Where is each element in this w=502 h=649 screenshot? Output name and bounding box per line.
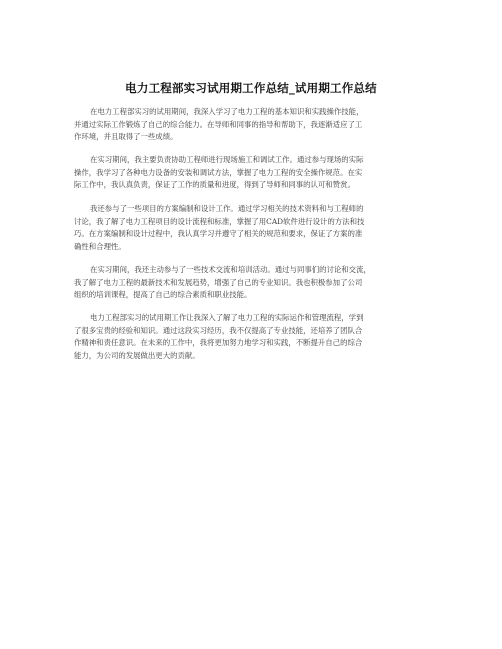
paragraph-line: 作精神和责任意识。在未来的工作中，我将更加努力地学习和实践，不断提升自己的综合	[74, 338, 363, 348]
paragraph-line: 我还参与了一些项目的方案编制和设计工作。通过学习相关的技术资料和与工程师的	[90, 204, 364, 213]
paragraph-line: 组织的培训课程，提高了自己的综合素质和职业技能。	[74, 290, 252, 300]
paragraph-line: 在实习期间，我还主动参与了一些技术交流和培训活动。通过与同事们的讨论和交流，	[90, 265, 371, 274]
paragraph-line: 操作，我学习了各种电力设备的安装和调试方法，掌握了电力工程的安全操作规范。在实	[74, 167, 363, 177]
paragraph-line: 作环境，并且取得了一些成绩。	[74, 132, 178, 142]
paragraph-line: 讨论，我了解了电力工程项目的设计流程和标准，掌握了用CAD软件进行设计的方法和技	[74, 216, 365, 226]
paragraph-line: 电力工程部实习的试用期工作让我深入了解了电力工程的实际运作和管理流程，学到	[90, 313, 364, 322]
paragraph-line: 并通过实际工作锻炼了自己的综合能力。在导师和同事的指导和帮助下，我逐渐适应了工	[74, 119, 363, 129]
paragraph-line: 确性和合理性。	[74, 241, 126, 251]
paragraph-line: 我了解了电力工程的最新技术和发展趋势，增强了自己的专业知识。我也积极参加了公司	[74, 277, 363, 287]
document-title: 电力工程部实习试用期工作总结_试用期工作总结	[125, 81, 377, 95]
paragraph-3	[74, 203, 430, 253]
paragraph-4	[74, 264, 430, 302]
paragraph-line: 在实习期间，我主要负责协助工程师进行现场施工和调试工作。通过参与现场的实际	[90, 155, 364, 164]
paragraph-line: 能力，为公司的发展做出更大的贡献。	[74, 350, 200, 360]
paragraph-line: 在电力工程部实习的试用期间，我深入学习了电力工程的基本知识和实践操作技能，	[90, 107, 364, 116]
paragraph-line: 了很多宝贵的经验和知识。通过这段实习经历，我不仅提高了专业技能，还培养了团队合	[74, 325, 363, 335]
paragraph-line: 巧。在方案编制和设计过程中，我认真学习并遵守了相关的规范和要求，保证了方案的准	[74, 229, 363, 239]
paragraph-line: 际工作中，我认真负责，保证了工作的质量和进度，得到了导师和同事的认可和赞赏。	[74, 180, 355, 190]
paragraph-1	[74, 106, 430, 144]
paragraph-5	[74, 312, 430, 362]
paragraph-2	[74, 154, 430, 192]
